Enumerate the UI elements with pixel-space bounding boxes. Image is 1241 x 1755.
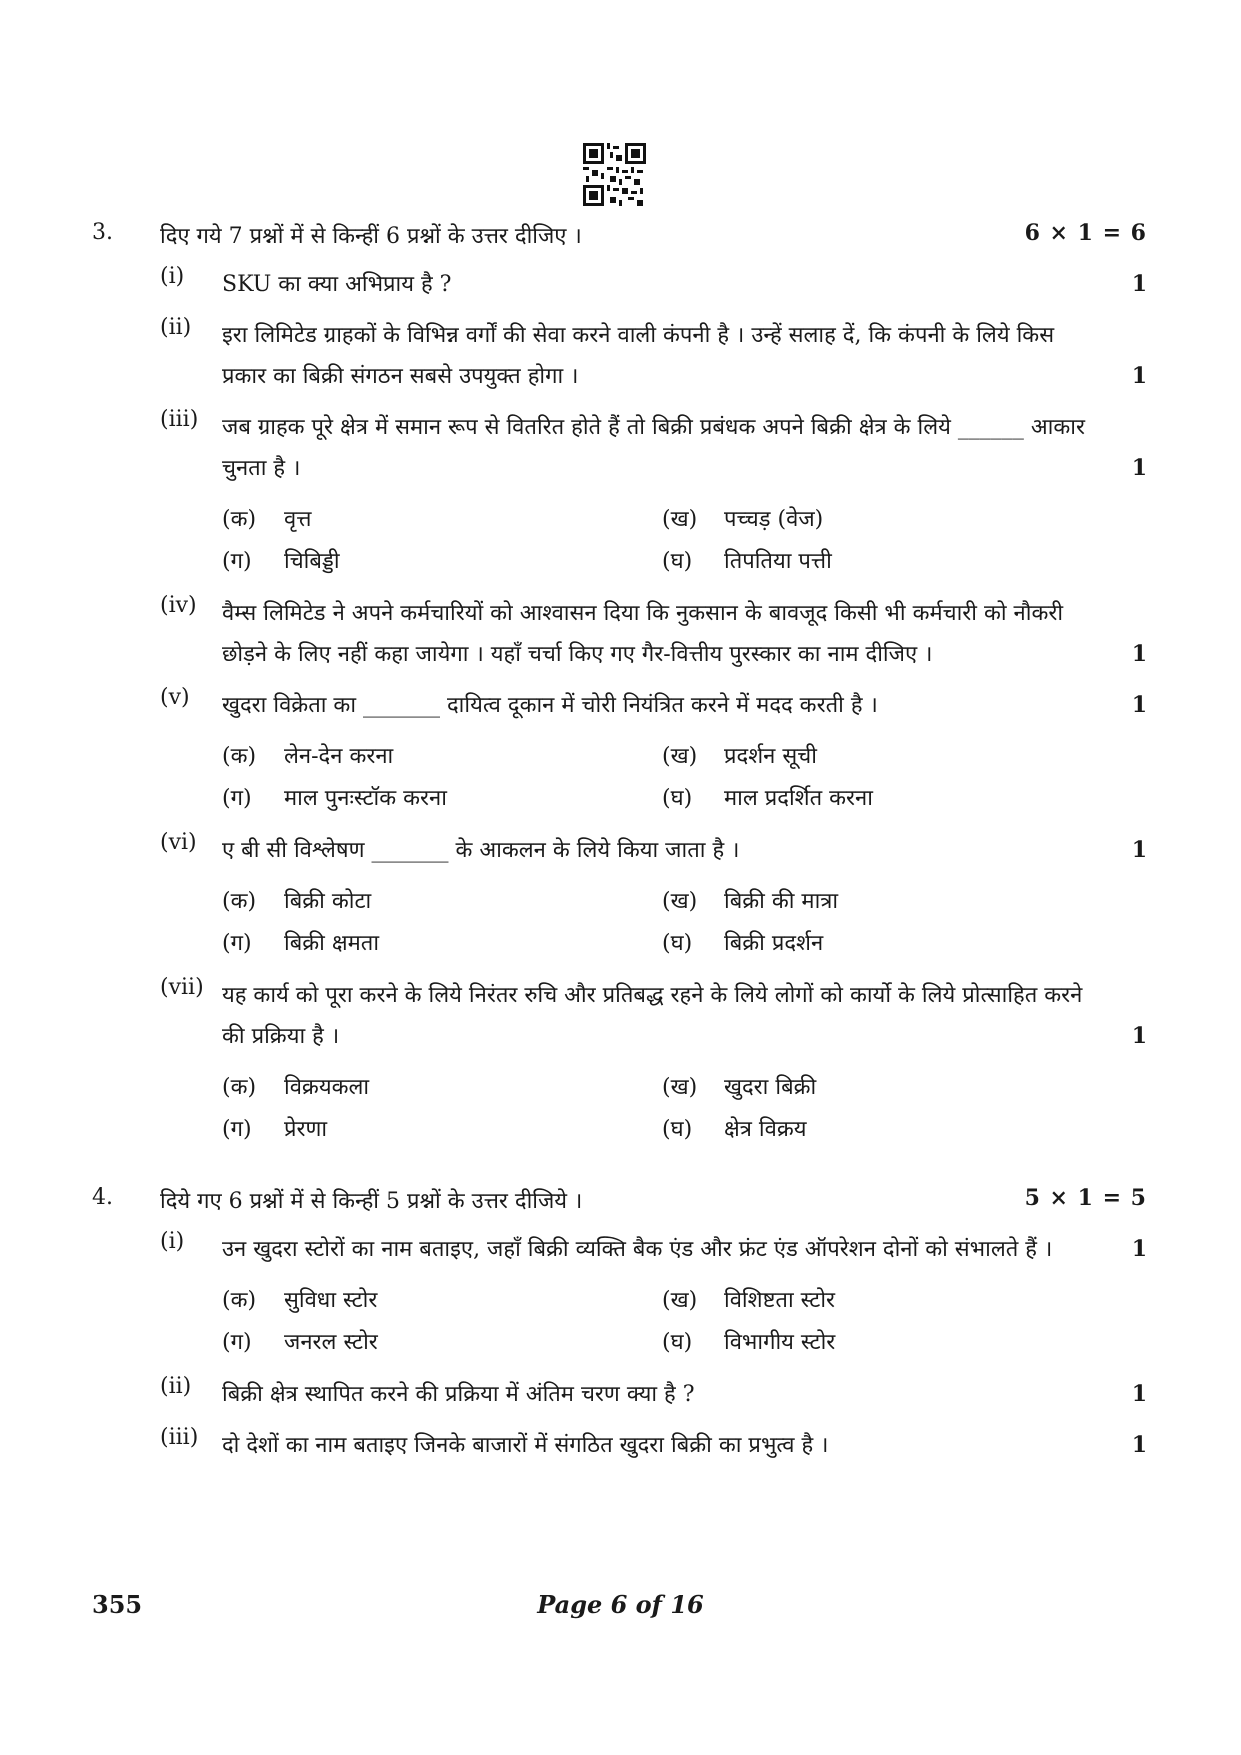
option-text: तिपतिया पत्ती bbox=[724, 549, 832, 574]
sub-question-number: (v) bbox=[160, 685, 190, 710]
options-grid bbox=[222, 1067, 1092, 1151]
sub-question-number: (i) bbox=[160, 264, 185, 289]
option-text: प्रेरणा bbox=[284, 1117, 328, 1142]
option-text: प्रदर्शन सूची bbox=[724, 744, 817, 769]
sub-question bbox=[92, 407, 1147, 489]
option-letter: (घ) bbox=[662, 931, 693, 956]
sub-question-number: (iii) bbox=[160, 407, 199, 432]
option-text: विशिष्टता स्टोर bbox=[724, 1288, 836, 1313]
sub-question-mark: 1 bbox=[1131, 363, 1147, 389]
option-text: सुविधा स्टोर bbox=[284, 1288, 378, 1313]
paper-code: 355 bbox=[92, 1590, 143, 1619]
sub-question bbox=[92, 264, 1147, 305]
option-letter: (घ) bbox=[662, 1330, 693, 1355]
option bbox=[662, 541, 1092, 583]
option-letter: (ख) bbox=[662, 1075, 698, 1100]
option-text: विक्रयकला bbox=[284, 1075, 370, 1100]
option-text: जनरल स्टोर bbox=[284, 1330, 378, 1355]
sub-question-mark: 1 bbox=[1131, 837, 1147, 863]
sub-question-text: खुदरा विक्रेता का _______ दायित्व दूकान में चोरी नियंत्रित करने में मदद करती है । bbox=[222, 693, 878, 718]
sub-question-mark: 1 bbox=[1131, 455, 1147, 481]
sub-question-text: यह कार्य को पूरा करने के लिये निरंतर रुचि और प्रतिबद्ध रहने के लिये लोगों को कार्यो के लिये प्रोत्साहित करने की प्रक्रिया है । bbox=[222, 983, 1083, 1049]
option-letter: (ग) bbox=[222, 1330, 252, 1355]
options-grid bbox=[222, 499, 1092, 583]
question-instruction: दिए गये 7 प्रश्नों में से किन्हीं 6 प्रश्नों के उत्तर दीजिए । bbox=[160, 224, 582, 249]
option-letter: (क) bbox=[222, 1075, 257, 1100]
option-text: बिक्री क्षमता bbox=[284, 931, 380, 956]
sub-question-mark: 1 bbox=[1131, 271, 1147, 297]
option bbox=[662, 1322, 1092, 1364]
option-letter: (ख) bbox=[662, 1288, 698, 1313]
sub-question-mark: 1 bbox=[1131, 1381, 1147, 1407]
option-letter: (ग) bbox=[222, 549, 252, 574]
sub-question bbox=[92, 975, 1147, 1057]
option-letter: (घ) bbox=[662, 549, 693, 574]
option bbox=[222, 1322, 662, 1364]
sub-question-mark: 1 bbox=[1131, 1432, 1147, 1458]
page-number: Page 6 of 16 bbox=[537, 1590, 704, 1619]
sub-question-mark: 1 bbox=[1131, 1023, 1147, 1049]
option bbox=[662, 1109, 1092, 1151]
options-grid bbox=[222, 881, 1092, 965]
option bbox=[222, 736, 662, 778]
option-letter: (ग) bbox=[222, 1117, 252, 1142]
question-instruction: दिये गए 6 प्रश्नों में से किन्हीं 5 प्रश्नों के उत्तर दीजिये । bbox=[160, 1189, 583, 1214]
qr-code-icon bbox=[583, 143, 646, 206]
sub-question-number: (ii) bbox=[160, 1374, 192, 1399]
question-marks: 5 × 1 = 5 bbox=[1024, 1185, 1147, 1211]
sub-question bbox=[92, 1229, 1147, 1270]
sub-question-text: ए बी सी विश्लेषण _______ के आकलन के लिये किया जाता है । bbox=[222, 838, 740, 863]
option-letter: (ग) bbox=[222, 786, 252, 811]
sub-question bbox=[92, 830, 1147, 871]
option bbox=[662, 923, 1092, 965]
option-text: पच्चड़ (वेज) bbox=[724, 507, 824, 532]
option-letter: (घ) bbox=[662, 1117, 693, 1142]
option-letter: (ख) bbox=[662, 507, 698, 532]
sub-question-text: इरा लिमिटेड ग्राहकों के विभिन्न वर्गों की सेवा करने वाली कंपनी है । उन्हें सलाह दें, कि कंपनी के लिये किस प्रकार का बिक्री संगठन सबसे उपयुक्त होगा । bbox=[222, 323, 1055, 389]
sub-question-text: वैम्स लिमिटेड ने अपने कर्मचारियों को आश्वासन दिया कि नुकसान के बावजूद किसी भी कर्मचारी को नौकरी छोड़ने के लिए नहीं कहा जायेगा । यहाँ चर्चा किए गए गैर-वित्तीय पुरस्कार का नाम दीजिए । bbox=[222, 601, 1064, 667]
option-letter: (क) bbox=[222, 889, 257, 914]
option bbox=[222, 778, 662, 820]
option bbox=[222, 1109, 662, 1151]
option bbox=[662, 881, 1092, 923]
sub-question-text: दो देशों का नाम बताइए जिनके बाजारों में संगठित खुदरा बिक्री का प्रभुत्व है । bbox=[222, 1433, 829, 1458]
option bbox=[662, 1280, 1092, 1322]
sub-question bbox=[92, 1374, 1147, 1415]
sub-question-number: (vi) bbox=[160, 830, 197, 855]
option-text: माल पुनःस्टॉक करना bbox=[284, 786, 447, 811]
sub-question-text: उन खुदरा स्टोरों का नाम बताइए, जहाँ बिक्री व्यक्ति बैक एंड और फ्रंट एंड ऑपरेशन दोनों को संभालते हैं । bbox=[222, 1237, 1053, 1262]
option bbox=[662, 736, 1092, 778]
option-text: माल प्रदर्शित करना bbox=[724, 786, 873, 811]
sub-question-mark: 1 bbox=[1131, 1236, 1147, 1262]
option bbox=[662, 499, 1092, 541]
sub-question-text: जब ग्राहक पूरे क्षेत्र में समान रूप से वितरित होते हैं तो बिक्री प्रबंधक अपने बिक्री क्षेत्र के लिये ______ आकार चुनता है । bbox=[222, 415, 1085, 481]
option-letter: (क) bbox=[222, 1288, 257, 1313]
sub-question-text: बिक्री क्षेत्र स्थापित करने की प्रक्रिया में अंतिम चरण क्या है ? bbox=[222, 1382, 695, 1407]
option-text: बिक्री प्रदर्शन bbox=[724, 931, 824, 956]
option-letter: (घ) bbox=[662, 786, 693, 811]
sub-question-number: (iv) bbox=[160, 593, 197, 618]
sub-question-number: (i) bbox=[160, 1229, 185, 1254]
option-text: वृत्त bbox=[284, 507, 312, 532]
option-text: चिबिड्डी bbox=[284, 549, 340, 574]
sub-question bbox=[92, 593, 1147, 675]
option bbox=[222, 881, 662, 923]
sub-question-number: (ii) bbox=[160, 315, 192, 340]
option-text: विभागीय स्टोर bbox=[724, 1330, 836, 1355]
sub-question-number: (iii) bbox=[160, 1425, 199, 1450]
option-letter: (ख) bbox=[662, 889, 698, 914]
option bbox=[662, 778, 1092, 820]
options-grid bbox=[222, 1280, 1092, 1364]
sub-question bbox=[92, 685, 1147, 726]
option-letter: (ग) bbox=[222, 931, 252, 956]
sub-question-text: SKU का क्या अभिप्राय है ? bbox=[222, 272, 452, 297]
question-number: 4. bbox=[92, 1185, 113, 1210]
question-header bbox=[92, 1185, 1147, 1229]
option bbox=[222, 1067, 662, 1109]
question-header bbox=[92, 220, 1147, 264]
option-text: खुदरा बिक्री bbox=[724, 1075, 817, 1100]
option bbox=[222, 541, 662, 583]
sub-question-mark: 1 bbox=[1131, 692, 1147, 718]
option-text: बिक्री की मात्रा bbox=[724, 889, 839, 914]
option-letter: (क) bbox=[222, 744, 257, 769]
option-letter: (क) bbox=[222, 507, 257, 532]
question-marks: 6 × 1 = 6 bbox=[1024, 220, 1147, 246]
sub-question-number: (vii) bbox=[160, 975, 204, 1000]
questions-area bbox=[92, 220, 1147, 1476]
option bbox=[222, 1280, 662, 1322]
option-text: लेन-देन करना bbox=[284, 744, 394, 769]
question-number: 3. bbox=[92, 220, 113, 245]
sub-question bbox=[92, 1425, 1147, 1466]
options-grid bbox=[222, 736, 1092, 820]
option bbox=[222, 499, 662, 541]
option-text: बिक्री कोटा bbox=[284, 889, 372, 914]
option-letter: (ख) bbox=[662, 744, 698, 769]
option-text: क्षेत्र विक्रय bbox=[724, 1117, 807, 1142]
sub-question-mark: 1 bbox=[1131, 641, 1147, 667]
option bbox=[222, 923, 662, 965]
option bbox=[662, 1067, 1092, 1109]
sub-question bbox=[92, 315, 1147, 397]
